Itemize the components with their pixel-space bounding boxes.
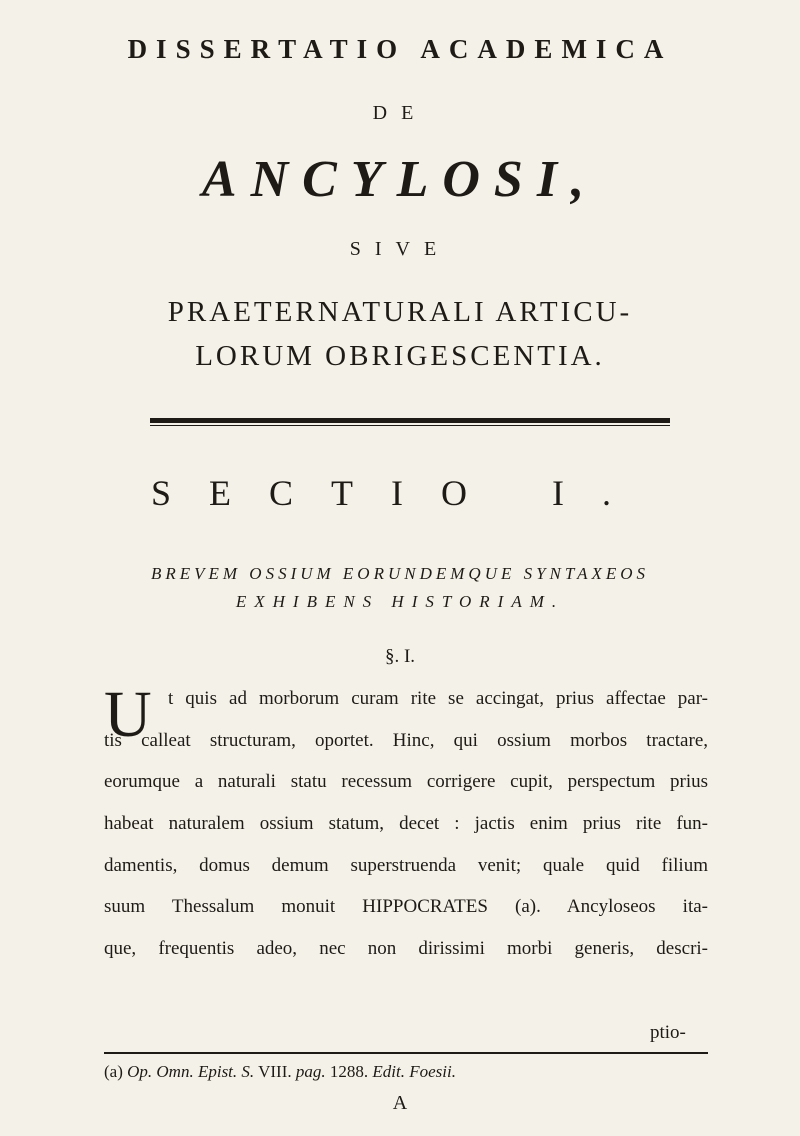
body-line: suum Thessalum monuit HIPPOCRATES (a). Ancylosеos ita- xyxy=(104,896,708,917)
section-subtitle-2: EXHIBENS HISTORIAM. xyxy=(235,592,565,611)
catchword: ptio- xyxy=(650,1022,686,1043)
footnote-edition: Edit. Foesii. xyxy=(372,1062,456,1081)
title-sive: SIVE xyxy=(349,238,451,260)
ornamental-rule-thin xyxy=(150,425,670,426)
section-heading: SECTIO I. xyxy=(151,473,649,513)
footnote-page-num: 1288. xyxy=(329,1062,369,1081)
body-line: eorumque a naturali statu recessum corrigere cupit, perspectum prius xyxy=(104,771,708,792)
body-line: que, frequentis adeo, nec non dirissimi morbi generis, descri- xyxy=(104,938,708,959)
body-line: tis calleat structuram, oportet. Hinc, qui ossium morbos tractare, xyxy=(104,730,708,751)
footnote-rule xyxy=(104,1052,708,1054)
footnote-volume: VIII. xyxy=(258,1062,292,1081)
title-de: DE xyxy=(372,102,428,124)
title-dissertatio: DISSERTATIO ACADEMICA xyxy=(127,34,673,64)
body-line: damentis, domus demum superstruenda venit; quale quid filium xyxy=(104,855,708,876)
footnote-source: Op. Omn. Epist. S. xyxy=(127,1062,255,1081)
title-praeternaturali: PRAETERNATURALI ARTICU- xyxy=(167,296,633,328)
ornamental-rule xyxy=(150,418,670,423)
footnote-marker: (a) xyxy=(104,1062,123,1081)
footnote xyxy=(104,1062,456,1082)
title-lorum: LORUM OBRIGESCENTIA. xyxy=(195,340,605,372)
paragraph-mark: §. I. xyxy=(384,646,416,667)
section-subtitle-1: BREVEM OSSIUM EORUNDEMQUE SYNTAXEOS xyxy=(150,564,650,583)
drop-initial: U xyxy=(104,678,152,751)
body-line: t quis ad morborum curam rite se accingat, prius affectae par- xyxy=(168,688,708,709)
footnote-page-label: pag. xyxy=(295,1062,326,1081)
signature-mark: A xyxy=(392,1092,408,1114)
title-ancylosi: ANCYLOSI, xyxy=(201,151,599,208)
body-line: habeat naturalem ossium statum, decet : jactis enim prius rite fun- xyxy=(104,813,708,834)
